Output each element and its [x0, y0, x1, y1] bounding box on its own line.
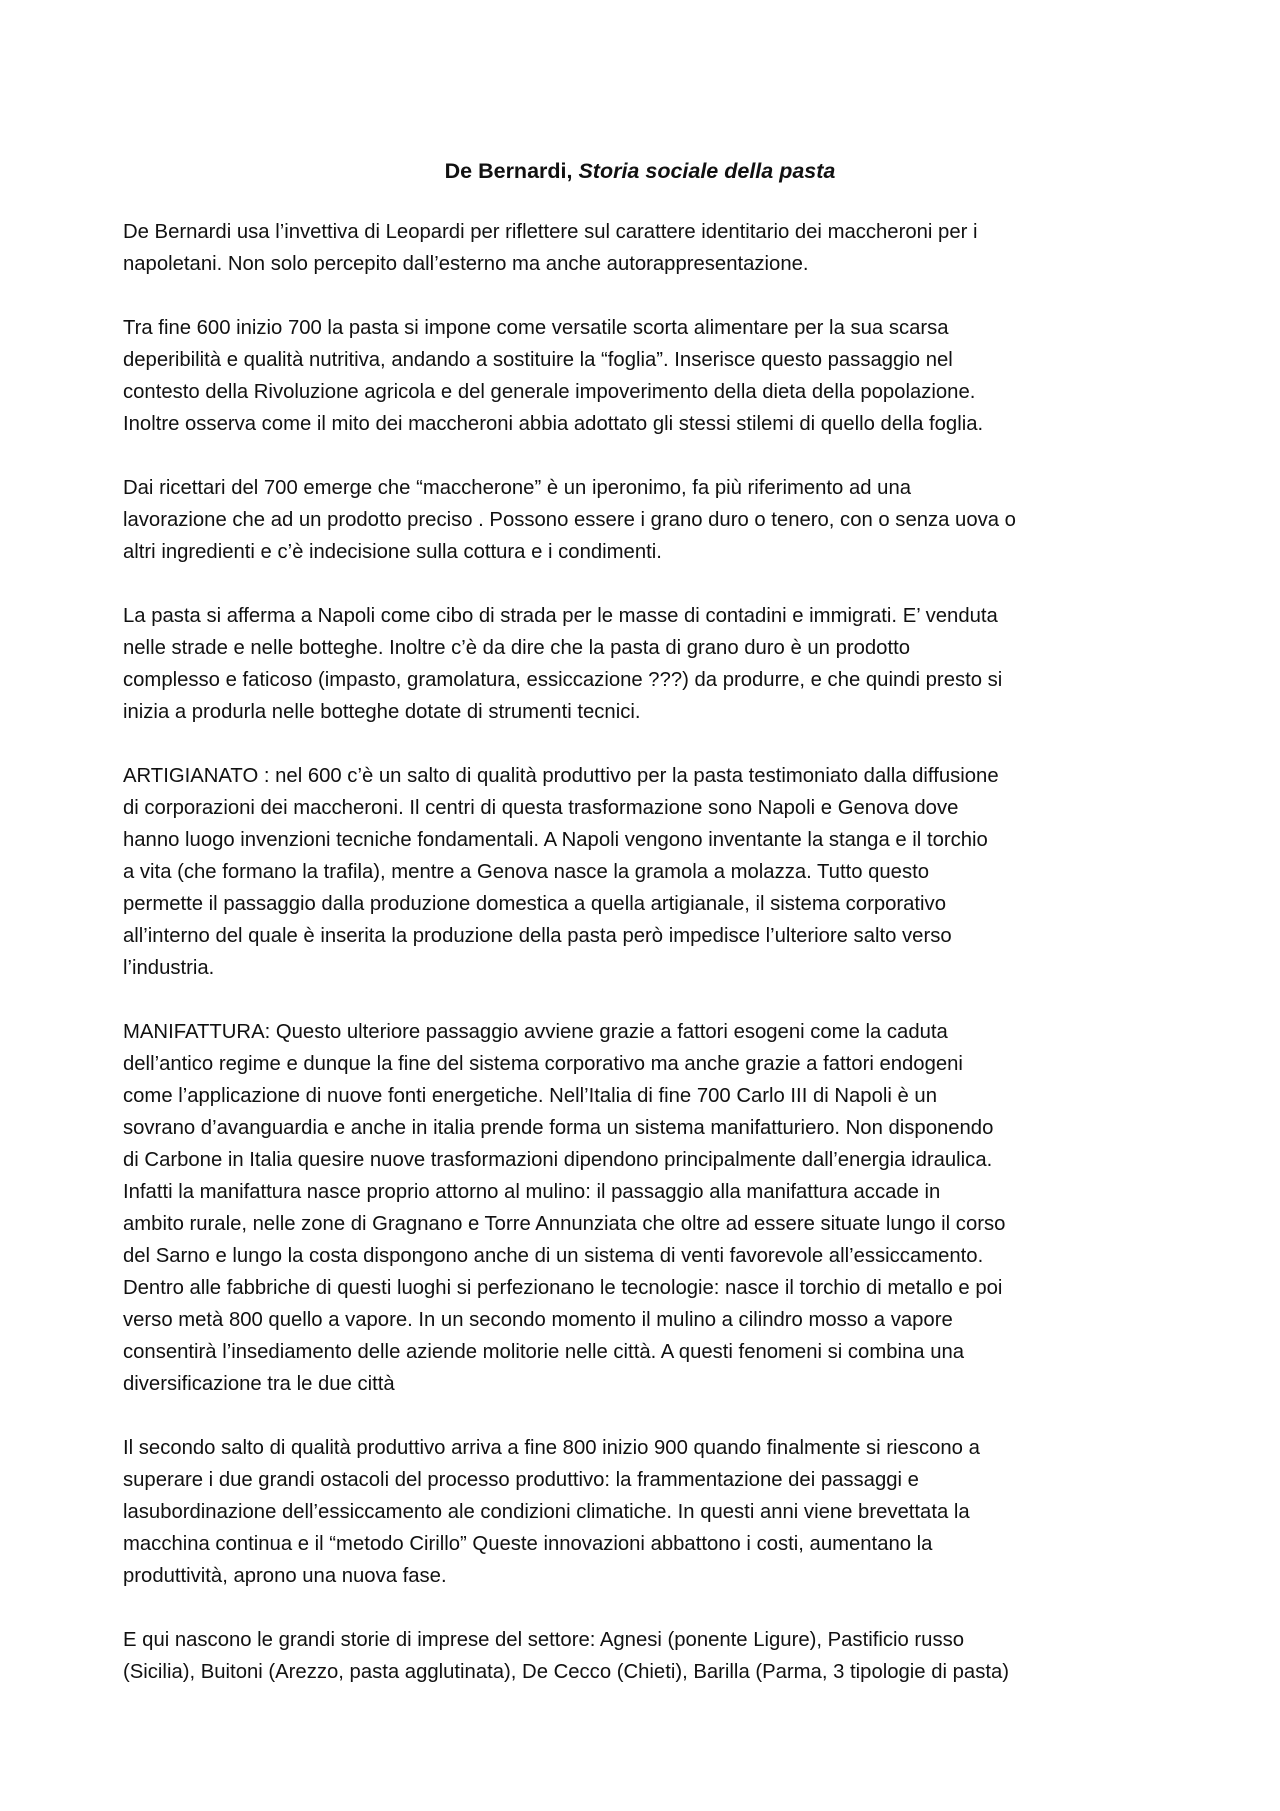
text-line: E qui nascono le grandi storie di imprese del settore: Agnesi (ponente Ligure), Pastificio russo — [123, 1629, 965, 1651]
text-line: permette il passaggio dalla produzione domestica a quella artigianale, il sistema corporativo — [123, 893, 946, 915]
text-line: sovrano d’avanguardia e anche in italia prende forma un sistema manifatturiero. Non disponendo — [123, 1117, 994, 1139]
text-line: superare i due grandi ostacoli del processo produttivo: la frammentazione dei passaggi e — [123, 1469, 919, 1491]
title-work: Storia sociale della pasta — [578, 159, 836, 183]
text-line: consentirà l’insediamento delle aziende molitorie nelle città. A questi fenomeni si combina una — [123, 1341, 965, 1363]
text-line: ambito rurale, nelle zone di Gragnano e Torre Annunziata che oltre ad essere situate lungo il corso — [123, 1213, 1006, 1235]
text-line: ARTIGIANATO : nel 600 c’è un salto di qualità produttivo per la pasta testimoniato dalla diffusione — [123, 765, 999, 787]
text-line: produttività, aprono una nuova fase. — [123, 1565, 447, 1587]
title-author: De Bernardi, — [444, 159, 579, 183]
text-line: altri ingredienti e c’è indecisione sulla cottura e i condimenti. — [123, 541, 662, 563]
text-line: macchina continua e il “metodo Cirillo” Queste innovazioni abbattono i costi, aumentano la — [123, 1533, 933, 1555]
text-line: hanno luogo invenzioni tecniche fondamentali. A Napoli vengono inventante la stanga e il torchio — [123, 829, 988, 851]
document-body — [123, 216, 1173, 1720]
text-line: dell’antico regime e dunque la fine del sistema corporativo ma anche grazie a fattori endogeni — [123, 1053, 963, 1075]
text-line: lavorazione che ad un prodotto preciso . Possono essere i grano duro o tenero, con o senza uova o — [123, 509, 1016, 531]
text-line: Tra fine 600 inizio 700 la pasta si impone come versatile scorta alimentare per la sua scarsa — [123, 317, 949, 339]
text-line: come l’applicazione di nuove fonti energetiche. Nell’Italia di fine 700 Carlo III di Napoli è un — [123, 1085, 937, 1107]
paragraph — [123, 312, 1173, 440]
text-line: Dai ricettari del 700 emerge che “maccherone” è un iperonimo, fa più riferimento ad una — [123, 477, 911, 499]
text-line: La pasta si afferma a Napoli come cibo di strada per le masse di contadini e immigrati. E’ venduta — [123, 605, 998, 627]
text-line: complesso e faticoso (impasto, gramolatura, essiccazione ???) da produrre, e che quindi presto si — [123, 669, 1003, 691]
text-line: deperibilità e qualità nutritiva, andando a sostituire la “foglia”. Inserisce questo passaggio nel — [123, 349, 953, 371]
text-line: l’industria. — [123, 957, 215, 979]
text-line: (Sicilia), Buitoni (Arezzo, pasta agglutinata), De Cecco (Chieti), Barilla (Parma, 3 tipologie di pasta) — [123, 1661, 1009, 1683]
text-line: a vita (che formano la trafila), mentre a Genova nasce la gramola a molazza. Tutto questo — [123, 861, 930, 883]
text-line: Dentro alle fabbriche di questi luoghi si perfezionano le tecnologie: nasce il torchio di metallo e poi — [123, 1277, 1003, 1299]
text-line: inizia a produrla nelle botteghe dotate di strumenti tecnici. — [123, 701, 641, 723]
text-line: De Bernardi usa l’invettiva di Leopardi per riflettere sul carattere identitario dei maccheroni per i — [123, 221, 978, 243]
paragraph — [123, 600, 1173, 728]
text-line: Il secondo salto di qualità produttivo arriva a fine 800 inizio 900 quando finalmente si riescono a — [123, 1437, 980, 1459]
text-line: Infatti la manifattura nasce proprio attorno al mulino: il passaggio alla manifattura accade in — [123, 1181, 941, 1203]
paragraph — [123, 1624, 1173, 1688]
text-line: di corporazioni dei maccheroni. Il centri di questa trasformazione sono Napoli e Genova dove — [123, 797, 959, 819]
paragraph — [123, 472, 1173, 568]
document-title — [0, 155, 1280, 187]
text-line: nelle strade e nelle botteghe. Inoltre c’è da dire che la pasta di grano duro è un prodotto — [123, 637, 910, 659]
paragraph — [123, 1432, 1173, 1592]
text-line: verso metà 800 quello a vapore. In un secondo momento il mulino a cilindro mosso a vapore — [123, 1309, 953, 1331]
text-line: di Carbone in Italia quesire nuove trasformazioni dipendono principalmente dall’energia idraulica. — [123, 1149, 993, 1171]
text-line: lasubordinazione dell’essiccamento ale condizioni climatiche. In questi anni viene brevettata la — [123, 1501, 970, 1523]
text-line: all’interno del quale è inserita la produzione della pasta però impedisce l’ulteriore salto verso — [123, 925, 952, 947]
text-line: napoletani. Non solo percepito dall’esterno ma anche autorappresentazione. — [123, 253, 809, 275]
text-line: del Sarno e lungo la costa dispongono anche di un sistema di venti favorevole all’essiccamento. — [123, 1245, 984, 1267]
paragraph — [123, 760, 1173, 984]
paragraph — [123, 1016, 1173, 1400]
text-line: diversificazione tra le due città — [123, 1373, 395, 1395]
text-line: MANIFATTURA: Questo ulteriore passaggio avviene grazie a fattori esogeni come la caduta — [123, 1021, 948, 1043]
paragraph — [123, 216, 1173, 280]
text-line: Inoltre osserva come il mito dei maccheroni abbia adottato gli stessi stilemi di quello della foglia. — [123, 413, 984, 435]
text-line: contesto della Rivoluzione agricola e del generale impoverimento della dieta della popolazione. — [123, 381, 976, 403]
